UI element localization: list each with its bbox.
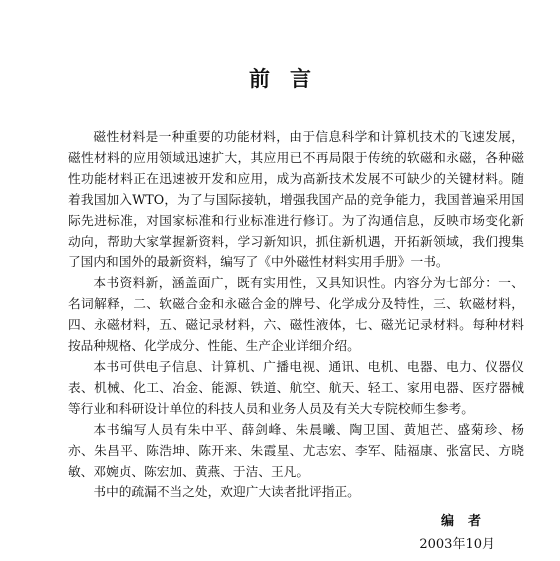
paragraph-contents: 本书资料新，涵盖面广，既有实用性，又具知识性。内容分为七部分：一、名词解释，二、软磁合金和永磁合金的牌号、化学成分及特性，三、软磁材料，四、永磁材料，五、磁记录材料，六、磁性液体，七、磁光记录材料。每种材料按品种规格、化学成分、性能、生产企业详细介绍。 [68,275,524,354]
page-title: 前言 [249,66,331,91]
paragraph-closing: 书中的疏漏不当之处，欢迎广大读者批评指正。 [93,484,360,500]
signature: 编者 [440,514,495,529]
preface-body [68,127,524,503]
paragraph-audience: 本书可供电子信息、计算机、广播电视、通讯、电机、电器、电力、仪器仪表、机械、化工、冶金、能源、铁道、航空、航天、轻工、家用电器、医疗器械等行业和科研设计单位的科技人员和业务人员及有关大专院校师生参考。 [68,358,524,416]
paragraph-intro: 磁性材料是一种重要的功能材料，由于信息科学和计算机技术的飞速发展，磁性材料的应用领域迅速扩大，其应用已不再局限于传统的软磁和永磁，各种磁性功能材料正在迅速被开发和应用，成为高新技术发展不可缺少的关键材料。随着我国加入WTO，为了与国际接轨，增强我国产品的竞争能力，我国普遍采用国际先进标准，对国家标准和行业标准进行修订。为了沟通信息，反映市场变化新动向，帮助大家掌握新资料，学习新知识，抓住新机遇，开拓新领域，我们搜集了国内和国外的最新资料，编写了《中外磁性材料实用手册》一书。 [68,129,524,270]
date: 2003年10月 [419,537,495,552]
paragraph-authors: 本书编写人员有朱中平、薛剑峰、朱晨曦、陶卫国、黄旭芒、盛菊珍、杨亦、朱昌平、陈浩坤、陈开来、朱霞星、尤志宏、李军、陆福康、张富民、方晓敏、邓婉贞、陈宏加、黄燕、于洁、王凡。 [68,421,524,479]
